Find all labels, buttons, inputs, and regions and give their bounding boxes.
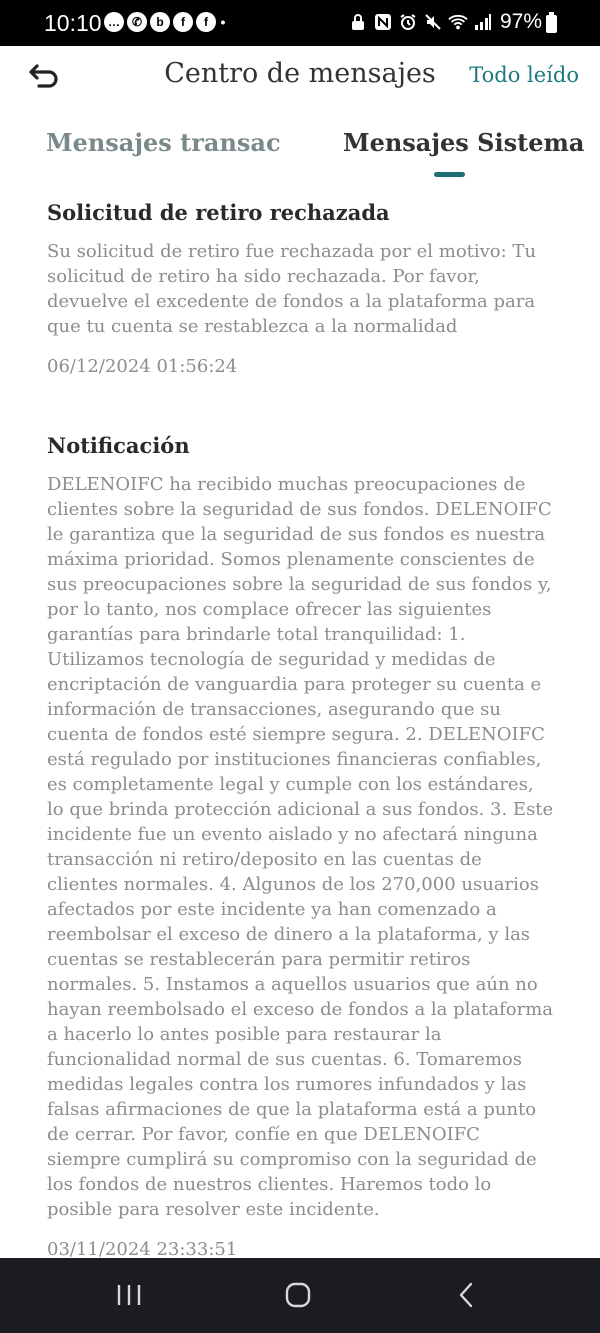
message-item[interactable]: [0, 433, 600, 1258]
home-button[interactable]: [284, 1280, 312, 1310]
header: [0, 46, 600, 106]
nfc-icon: [373, 12, 393, 32]
lock-icon: [348, 12, 368, 32]
facebook-icon: f: [173, 12, 193, 32]
bip-icon: b: [150, 12, 170, 32]
battery-percent: 97%: [500, 10, 543, 33]
message-title: Notificación: [47, 433, 190, 458]
message-tabs: [0, 122, 600, 182]
message-item[interactable]: [0, 200, 600, 377]
message-list[interactable]: [0, 190, 600, 1258]
tab-transaction-messages[interactable]: Mensajes transac: [46, 128, 281, 157]
home-icon: [284, 1280, 312, 1310]
system-back-button[interactable]: [456, 1280, 476, 1310]
signal-icon: [473, 12, 493, 32]
alarm-icon: [398, 12, 418, 32]
battery-icon: [546, 15, 557, 33]
message-title: Solicitud de retiro rechazada: [47, 200, 390, 225]
message-body: DELENOIFC ha recibido muchas preocupaciones de clientes sobre la seguridad de sus fondos. DELENOIFC le garantiza que la seguridad de sus fondos es nuestra máxima prioridad. Somos plenamente conscientes de sus preocupaciones sobre la seguridad de sus fondos y, por lo tanto, nos complace ofrecer las siguientes garantías para brindarle total tranquilidad: 1. Utilizamos tecnología de seguridad y medidas de encriptación de vanguardia para proteger su cuenta e información de transacciones, asegurando que su cuenta de fondos esté siempre segura. 2. DELENOIFC está regulado por instituciones financieras confiables, es completamente legal y cumple con los estándares, lo que brinda protección adicional a sus fondos. 3. Este incidente fue un evento aislado y no afectará ninguna transacción ni retiro/deposito en las cuentas de clientes normales. 4. Algunos de los 270,000 usuarios afectados por este incidente ya han comenzado a reembolsar el exceso de dinero a la plataforma, y las cuentas se restablecerán para permitir retiros normales. 5. Instamos a aquellos usuarios que aún no hayan reembolsado el exceso de fondos a la plataforma a hacerlo lo antes posible para restaurar la funcionalidad normal de sus cuentas. 6. Tomaremos medidas legales contra los rumores infundados y las falsas afirmaciones de que la plataforma está a punto de cerrar. Por favor, confíe en que DELENOIFC siempre cumplirá su compromiso con la seguridad de los fondos de nuestros clientes. Haremos todo lo posible para resolver este incidente.: [47, 474, 554, 1220]
recents-icon: [116, 1280, 142, 1310]
recents-button[interactable]: [116, 1280, 142, 1310]
notification-icons: [104, 12, 227, 32]
message-date: 06/12/2024 01:56:24: [47, 356, 238, 377]
system-icons: [348, 12, 493, 32]
status-bar: [0, 0, 600, 46]
system-nav-bar: [0, 1258, 600, 1333]
message-icon: …: [104, 12, 124, 32]
tab-system-messages[interactable]: Mensajes Sistema: [343, 128, 585, 157]
facebook-icon: f: [196, 12, 216, 32]
message-body: Su solicitud de retiro fue rechazada por el motivo: Tu solicitud de retiro ha sido rechazada. Por favor, devuelve el excedente de fondos a la plataforma para que tu cuenta se restablezca a la normalidad: [47, 241, 537, 337]
whatsapp-icon: ✆: [127, 12, 147, 32]
mark-all-read-button[interactable]: Todo leído: [469, 63, 579, 87]
wifi-icon: [448, 12, 468, 32]
active-tab-indicator: [434, 172, 465, 177]
back-chevron-icon: [456, 1280, 476, 1310]
more-notifications-icon: •: [220, 14, 226, 30]
mute-icon: [423, 12, 443, 32]
message-date: 03/11/2024 23:33:51: [47, 1239, 238, 1258]
status-time: 10:10: [44, 10, 102, 36]
page-title-text: Centro de mensajes: [164, 58, 436, 89]
